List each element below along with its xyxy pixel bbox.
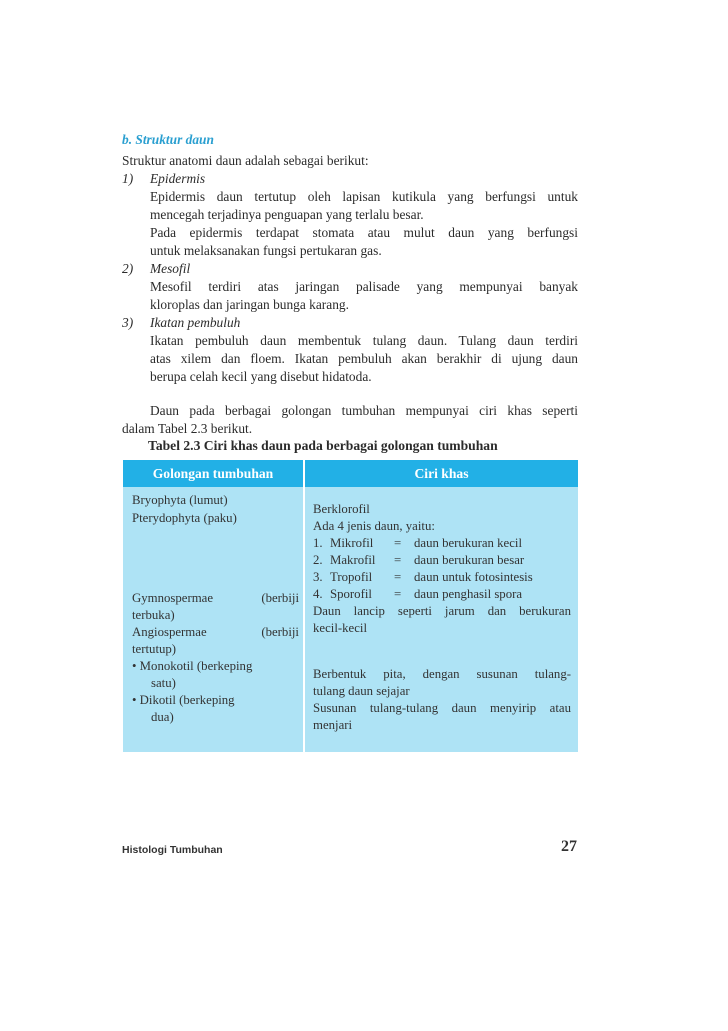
item-1-number: 1) [122, 171, 134, 186]
leaf-type-name: Makrofil [330, 553, 376, 567]
table-cell-group: Pterydophyta (paku) [132, 511, 237, 525]
table-cell-group: • Dikotil (berkeping [132, 693, 235, 707]
leaf-type-equals: = [394, 536, 402, 550]
section-heading: b. Struktur daun [122, 132, 214, 147]
item-3-line: Ikatan pembuluh daun membentuk tulang daun. Tulang daun terdiri [150, 333, 578, 348]
body-paragraph-line: Daun pada berbagai golongan tumbuhan mempunyai ciri khas seperti [150, 403, 578, 418]
table-cell-feature: kecil-kecil [313, 621, 367, 635]
table-header-cell: Ciri khas [305, 460, 578, 487]
leaf-type-name: Mikrofil [330, 536, 374, 550]
leaf-type-desc: daun untuk fotosintesis [414, 570, 533, 584]
footer-book-title: Histologi Tumbuhan [122, 844, 223, 856]
item-3-number: 3) [122, 315, 134, 330]
leaf-type-name: Tropofil [330, 570, 373, 584]
table-column-divider [303, 487, 305, 752]
table-cell-group: Gymnospermae (berbiji [132, 591, 299, 605]
body-paragraph-line: dalam Tabel 2.3 berikut. [122, 421, 253, 436]
table-cell-feature: Daun lancip seperti jarum dan berukuran [313, 604, 571, 618]
leaf-type-equals: = [394, 553, 402, 567]
item-1-line: untuk melaksanakan fungsi pertukaran gas. [150, 243, 382, 258]
table-cell-feature: Berbentuk pita, dengan susunan tulang- [313, 667, 571, 681]
table-cell-group: • Monokotil (berkeping [132, 659, 253, 673]
table-cell-group: dua) [151, 710, 174, 724]
leaf-type-number: 1. [313, 536, 323, 550]
item-1-line: Epidermis daun tertutup oleh lapisan kutikula yang berfungsi untuk [150, 189, 578, 204]
table-header-cell: Golongan tumbuhan [123, 460, 303, 487]
table-cell-feature: menjari [313, 718, 353, 732]
item-1-title: Epidermis [150, 171, 206, 186]
leaf-type-number: 2. [313, 553, 323, 567]
table-cell-group: Bryophyta (lumut) [132, 493, 228, 507]
table-cell-group: terbuka) [132, 608, 175, 622]
leaf-type-desc: daun berukuran besar [414, 553, 525, 567]
table-cell-feature: tulang daun sejajar [313, 684, 410, 698]
leaf-type-name: Sporofil [330, 587, 372, 601]
item-2-line: Mesofil terdiri atas jaringan palisade yang mempunyai banyak [150, 279, 578, 294]
leaf-type-equals: = [394, 570, 402, 584]
page-number: 27 [561, 838, 577, 855]
table-cell-group: Angiospermae (berbiji [132, 625, 299, 639]
leaf-type-desc: daun berukuran kecil [414, 536, 523, 550]
leaf-type-equals: = [394, 587, 402, 601]
leaf-type-number: 4. [313, 587, 323, 601]
leaf-type-desc: daun penghasil spora [414, 587, 523, 601]
data-table [123, 460, 578, 752]
item-2-number: 2) [122, 261, 134, 276]
item-3-line: atas xilem dan floem. Ikatan pembuluh akan berakhir di ujung daun [150, 351, 578, 366]
section-intro: Struktur anatomi daun adalah sebagai berikut: [122, 153, 369, 168]
table-caption: Tabel 2.3 Ciri khas daun pada berbagai golongan tumbuhan [148, 438, 498, 453]
table-cell-feature: Susunan tulang-tulang daun menyirip atau [313, 701, 571, 715]
table-cell-feature: Ada 4 jenis daun, yaitu: [313, 519, 435, 533]
table-cell-group: tertutup) [132, 642, 177, 656]
item-3-title: Ikatan pembuluh [150, 315, 241, 330]
item-1-line: mencegah terjadinya penguapan yang terlalu besar. [150, 207, 424, 222]
table-cell-group: satu) [151, 676, 176, 690]
item-3-line: berupa celah kecil yang disebut hidatoda. [150, 369, 372, 384]
item-2-line: kloroplas dan jaringan bunga karang. [150, 297, 349, 312]
item-2-title: Mesofil [150, 261, 191, 276]
table-cell-feature: Berklorofil [313, 502, 370, 516]
item-1-line: Pada epidermis terdapat stomata atau mulut daun yang berfungsi [150, 225, 578, 240]
leaf-type-number: 3. [313, 570, 323, 584]
